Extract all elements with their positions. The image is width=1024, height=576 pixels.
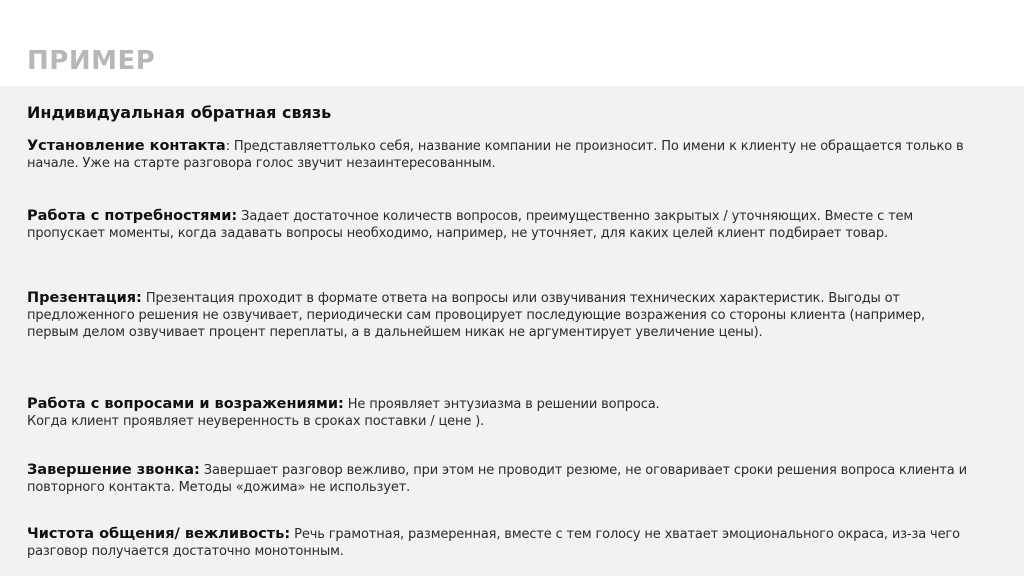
section-presentation xyxy=(27,290,972,341)
section-text: Завершает разговор вежливо, при этом не проводит резюме, не оговаривает сроки решения вопроса клиента и повторного контакта. Методы «дожима» не использует. xyxy=(27,463,967,495)
section-text: Презентация проходит в формате ответа на вопросы или озвучивания технических характеристик. Выгоды от предложенного решения не озвучивает, периодически сам провоцирует последующие возражения со стороны клиента (например, первым делом озвучивает процент переплаты, а в дальнейшем никак не аргументирует увеличение цены). xyxy=(27,291,925,340)
section-text: Речь грамотная, размеренная, вместе с тем голосу не хватает эмоционального окраса, из-за чего разговор получается достаточно монотонным. xyxy=(27,527,960,559)
section-label: Установление контакта xyxy=(27,138,226,154)
section-text: : Представляеттолько себя, название компании не произносит. По имени к клиенту не обращается только в начале. Уже на старте разговора голос звучит незаинтересованным. xyxy=(27,139,964,171)
section-contact xyxy=(27,138,972,172)
section-closing xyxy=(27,462,972,496)
section-label: Чистота общения/ вежливость: xyxy=(27,526,291,542)
section-label: Завершение звонка: xyxy=(27,462,200,478)
section-needs xyxy=(27,208,972,242)
section-objections xyxy=(27,396,972,430)
section-politeness xyxy=(27,526,972,560)
section-label: Презентация: xyxy=(27,290,142,306)
section-label: Работа с потребностями: xyxy=(27,208,238,224)
section-text: Не проявляет энтузиазма в решении вопроса. xyxy=(343,397,660,412)
section-text: Задает достаточное количеств вопросов, преимущественно закрытых / уточняющих. Вместе с тем пропускает моменты, когда задавать вопросы необходимо, например, не уточняет, для каких целей клиент подбирает товар. xyxy=(27,209,914,241)
page-title: ПРИМЕР xyxy=(27,46,156,76)
section-text-line2: Когда клиент проявляет неуверенность в сроках поставки / цене ). xyxy=(27,414,485,429)
slide-subtitle: Индивидуальная обратная связь xyxy=(27,103,332,122)
section-label: Работа с вопросами и возражениями: xyxy=(27,396,344,412)
